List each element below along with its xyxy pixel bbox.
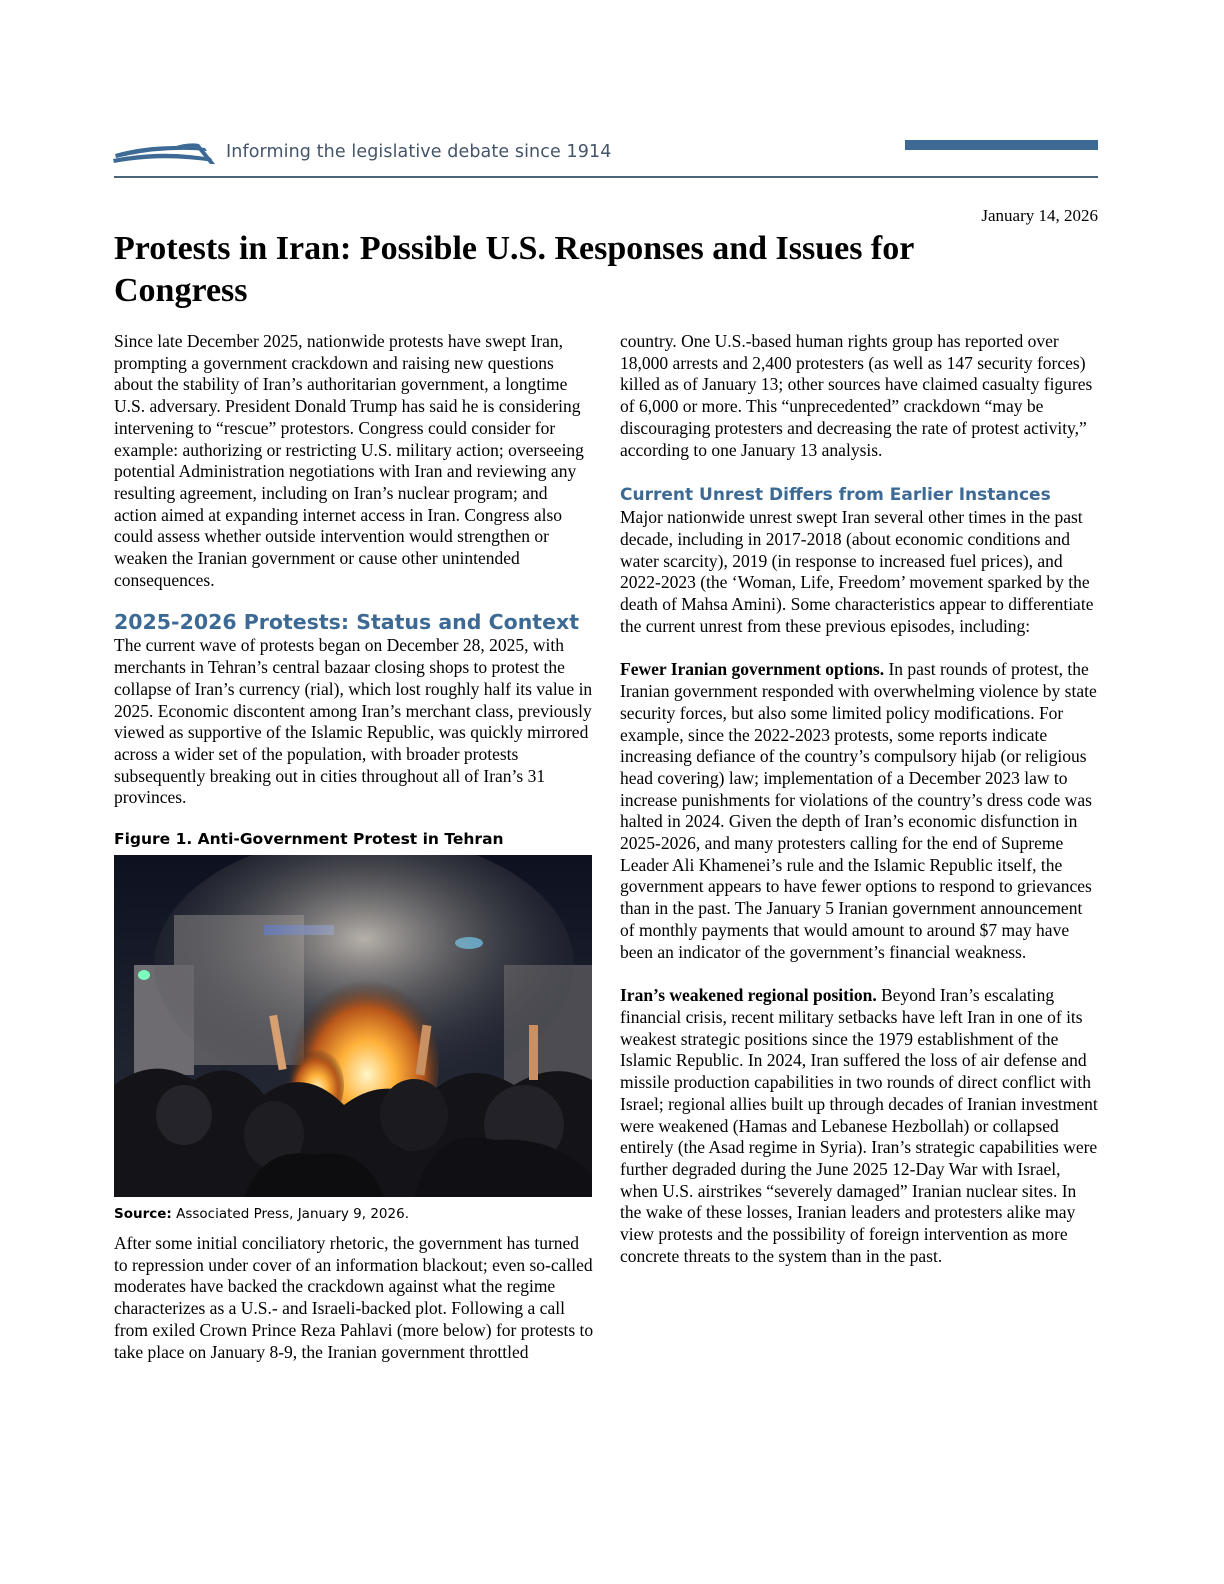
header-tagline: Informing the legislative debate since 1914 [226, 142, 612, 162]
point-regional-position-lead: Iran’s weakened regional position. [620, 985, 877, 1006]
spacer [620, 963, 1100, 985]
header-accent-bar [905, 140, 1098, 150]
intro-paragraph: Since late December 2025, nationwide protests have swept Iran, prompting a government crackdown and raising new questions about the stability of Iran’s authoritarian government, a longtime U.S. adversary. President Donald Trump has said he is considering intervening to “rescue” protestors. Congress could consider for example: authorizing or restricting U.S. military action; overseeing potential Administration negotiations with Iran and reviewing any resulting agreement, including on Iran’s nuclear program; and action aimed at expanding internet access in Iran. Congress also could assess whether outside intervention would strengthen or weaken the Iranian government or cause other unintended consequences. [114, 331, 584, 590]
right-column [620, 331, 1100, 1267]
figure-source-label: Source: [114, 1206, 172, 1223]
figure-title: Figure 1. Anti-Government Protest in Tehran [114, 830, 504, 849]
protest-photo-illustration [114, 855, 592, 1197]
report-title: Protests in Iran: Possible U.S. Responses and Issues for Congress [114, 230, 914, 309]
spacer [620, 461, 1100, 483]
point-regional-position [620, 985, 1100, 1267]
point-government-options-lead: Fewer Iranian government options. [620, 659, 885, 680]
subsection-paragraph: Major nationwide unrest swept Iran several other times in the past decade, including in 2017-2018 (about economic conditions and water scarcity), 2019 (in response to increased fuel prices), and 2022-2023 (the ‘Woman, Life, Freedom’ movement sparked by the death of Mahsa Amini). Some characteristics appear to differentiate the current unrest from these previous episodes, including: [620, 507, 1094, 636]
report-date: January 14, 2026 [981, 206, 1098, 225]
continuation-paragraph: country. One U.S.-based human rights group has reported over 18,000 arrests and 2,400 protesters (as well as 147 security forces) killed as of January 13; other sources have claimed casualty figures of 6,000 or more. This “unprecedented” crackdown “may be discouraging protesters and decreasing the rate of protest activity,” according to one January 13 analysis. [620, 331, 1093, 460]
point-regional-position-text: Beyond Iran’s escalating financial crisis, recent military setbacks have left Iran in one of its weakest strategic positions since the 1979 establishment of the Islamic Republic. In 2024, Iran suffered the loss of air defense and missile production capabilities in two rounds of direct conflict with Israel; regional allies built up through decades of Iranian investment were weakened (Hamas and Lebanese Hezbollah) or collapsed entirely (the Asad regime in Syria). Iran’s strategic capabilities were further degraded during the June 2025 12-Day War with Israel, when U.S. airstrikes “severely damaged” Iranian nuclear sites. In the wake of these losses, Iranian leaders and protesters alike may view protests and the possibility of foreign intervention as more concrete threats to the system than in the past. [620, 985, 1098, 1266]
spacer [620, 637, 1100, 659]
after-figure-paragraph: After some initial conciliatory rhetoric, the government has turned to repression under cover of an information blackout; even so-called moderates have backed the crackdown against what the regime characterizes as a U.S.- and Israeli-backed plot. Following a call from exiled Crown Prince Reza Pahlavi (more below) for protests to take place on January 8-9, the Iranian government throttled [114, 1233, 594, 1362]
protest-photo [114, 855, 592, 1197]
subsection-heading: Current Unrest Differs from Earlier Instances [620, 485, 1051, 506]
point-government-options [620, 659, 1100, 963]
figure-source [114, 1205, 594, 1223]
header-rule [114, 176, 1098, 178]
point-government-options-text: In past rounds of protest, the Iranian government responded with overwhelming violence by state security forces, but also some limited policy modifications. For example, since the 2022-2023 protests, some reports indicate increasing defiance of the country’s compulsory hijab (or religious head covering) law; implementation of a December 2023 law to increase punishments for violations of the country’s dress code was halted in 2024. Given the depth of Iran’s economic disfunction in 2025-2026, and many protesters calling for the end of Supreme Leader Ali Khamenei’s rule and the Islamic Republic itself, the government appears to have fewer options to respond to grievances than in the past. The January 5 Iranian government announcement of monthly payments that would amount to around $7 may have been an indicator of the government’s financial weakness. [620, 659, 1097, 962]
section-paragraph: The current wave of protests began on December 28, 2025, with merchants in Tehran’s central bazaar closing shops to protest the collapse of Iran’s currency (rial), which lost roughly half its value in 2025. Economic discontent among Iran’s merchant class, previously viewed as supportive of the Islamic Republic, was quickly mirrored across a wider set of the population, with broader protests subsequently breaking out in cities throughout all of Iran’s 31 provinces. [114, 635, 593, 808]
figure-source-text: Associated Press, January 9, 2026. [176, 1206, 409, 1223]
section-heading: 2025-2026 Protests: Status and Context [114, 610, 580, 635]
crs-logo-icon [113, 138, 217, 172]
left-column [114, 331, 594, 1363]
